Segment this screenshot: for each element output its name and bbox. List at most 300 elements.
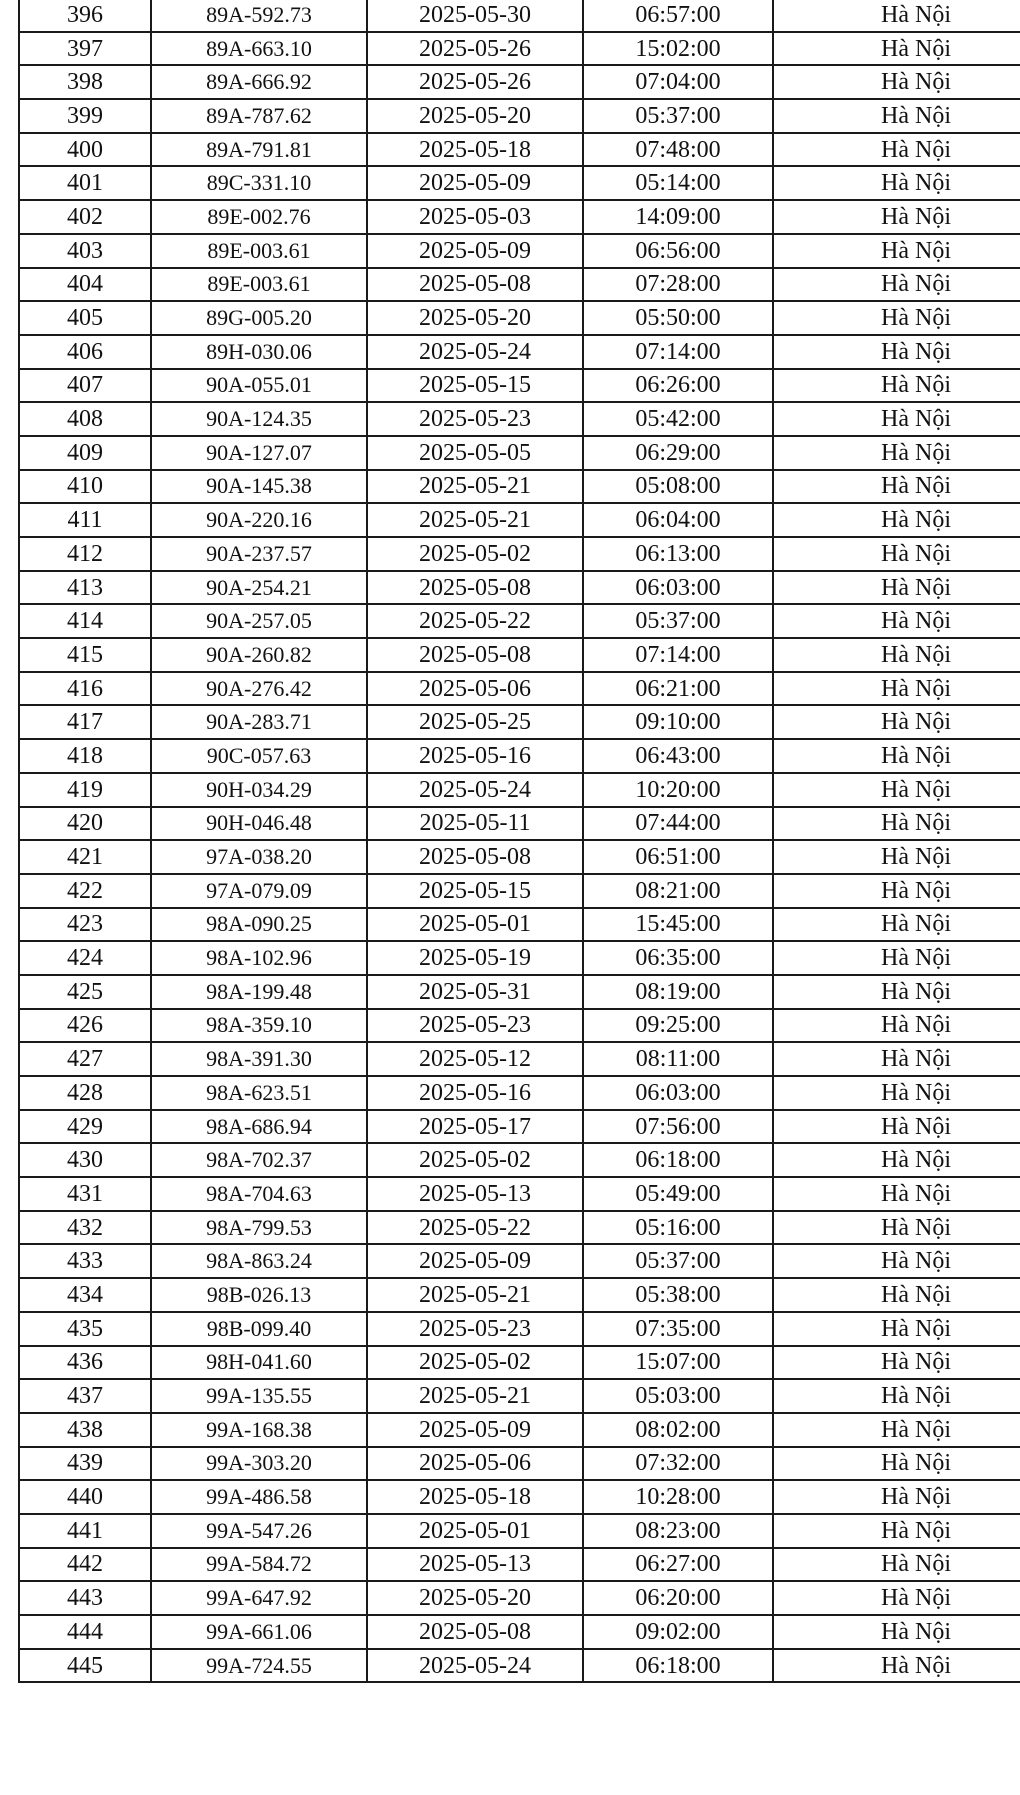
row-number-cell: 443 <box>19 1581 151 1615</box>
plate-cell: 99A-647.92 <box>151 1581 367 1615</box>
table-row <box>19 571 1020 605</box>
row-number-cell: 420 <box>19 807 151 841</box>
time-cell: 07:32:00 <box>583 1447 773 1481</box>
location-cell: Hà Nội <box>773 908 1020 942</box>
location-cell: Hà Nội <box>773 807 1020 841</box>
table-row <box>19 65 1020 99</box>
time-cell: 15:02:00 <box>583 32 773 66</box>
date-cell: 2025-05-23 <box>367 1009 583 1043</box>
location-cell: Hà Nội <box>773 975 1020 1009</box>
location-cell: Hà Nội <box>773 1581 1020 1615</box>
time-cell: 10:20:00 <box>583 773 773 807</box>
plate-cell: 90A-055.01 <box>151 369 367 403</box>
table-row <box>19 1211 1020 1245</box>
date-cell: 2025-05-13 <box>367 1177 583 1211</box>
row-number-cell: 398 <box>19 65 151 99</box>
plate-cell: 99A-135.55 <box>151 1379 367 1413</box>
table-row <box>19 1548 1020 1582</box>
date-cell: 2025-05-21 <box>367 470 583 504</box>
violation-table <box>18 0 1020 1683</box>
date-cell: 2025-05-20 <box>367 99 583 133</box>
table-row <box>19 705 1020 739</box>
table-row <box>19 672 1020 706</box>
table-row <box>19 604 1020 638</box>
table-row <box>19 200 1020 234</box>
location-cell: Hà Nội <box>773 705 1020 739</box>
table-row <box>19 335 1020 369</box>
location-cell: Hà Nội <box>773 470 1020 504</box>
date-cell: 2025-05-09 <box>367 234 583 268</box>
time-cell: 06:43:00 <box>583 739 773 773</box>
row-number-cell: 416 <box>19 672 151 706</box>
date-cell: 2025-05-16 <box>367 739 583 773</box>
date-cell: 2025-05-15 <box>367 369 583 403</box>
time-cell: 05:49:00 <box>583 1177 773 1211</box>
time-cell: 06:03:00 <box>583 1076 773 1110</box>
time-cell: 07:04:00 <box>583 65 773 99</box>
row-number-cell: 426 <box>19 1009 151 1043</box>
time-cell: 06:21:00 <box>583 672 773 706</box>
plate-cell: 90A-237.57 <box>151 537 367 571</box>
table-row <box>19 369 1020 403</box>
plate-cell: 90A-220.16 <box>151 503 367 537</box>
plate-cell: 90A-276.42 <box>151 672 367 706</box>
date-cell: 2025-05-02 <box>367 537 583 571</box>
table-row <box>19 503 1020 537</box>
date-cell: 2025-05-24 <box>367 1649 583 1683</box>
location-cell: Hà Nội <box>773 1480 1020 1514</box>
plate-cell: 98A-623.51 <box>151 1076 367 1110</box>
row-number-cell: 435 <box>19 1312 151 1346</box>
date-cell: 2025-05-26 <box>367 65 583 99</box>
date-cell: 2025-05-30 <box>367 0 583 32</box>
location-cell: Hà Nội <box>773 99 1020 133</box>
plate-cell: 89G-005.20 <box>151 301 367 335</box>
plate-cell: 99A-547.26 <box>151 1514 367 1548</box>
table-row <box>19 975 1020 1009</box>
location-cell: Hà Nội <box>773 1177 1020 1211</box>
location-cell: Hà Nội <box>773 773 1020 807</box>
table-row <box>19 470 1020 504</box>
time-cell: 10:28:00 <box>583 1480 773 1514</box>
plate-cell: 97A-038.20 <box>151 840 367 874</box>
date-cell: 2025-05-08 <box>367 268 583 302</box>
date-cell: 2025-05-01 <box>367 1514 583 1548</box>
row-number-cell: 445 <box>19 1649 151 1683</box>
table-row <box>19 840 1020 874</box>
row-number-cell: 440 <box>19 1480 151 1514</box>
date-cell: 2025-05-01 <box>367 908 583 942</box>
plate-cell: 90C-057.63 <box>151 739 367 773</box>
date-cell: 2025-05-22 <box>367 1211 583 1245</box>
location-cell: Hà Nội <box>773 1346 1020 1380</box>
location-cell: Hà Nội <box>773 1244 1020 1278</box>
time-cell: 15:45:00 <box>583 908 773 942</box>
location-cell: Hà Nội <box>773 1548 1020 1582</box>
plate-cell: 89C-331.10 <box>151 166 367 200</box>
time-cell: 06:13:00 <box>583 537 773 571</box>
date-cell: 2025-05-08 <box>367 571 583 605</box>
row-number-cell: 438 <box>19 1413 151 1447</box>
plate-cell: 90A-283.71 <box>151 705 367 739</box>
row-number-cell: 400 <box>19 133 151 167</box>
location-cell: Hà Nội <box>773 65 1020 99</box>
table-row <box>19 537 1020 571</box>
row-number-cell: 411 <box>19 503 151 537</box>
time-cell: 06:20:00 <box>583 1581 773 1615</box>
row-number-cell: 417 <box>19 705 151 739</box>
location-cell: Hà Nội <box>773 32 1020 66</box>
time-cell: 08:19:00 <box>583 975 773 1009</box>
date-cell: 2025-05-02 <box>367 1143 583 1177</box>
date-cell: 2025-05-09 <box>367 1244 583 1278</box>
table-row <box>19 133 1020 167</box>
plate-cell: 89E-003.61 <box>151 268 367 302</box>
date-cell: 2025-05-12 <box>367 1042 583 1076</box>
date-cell: 2025-05-21 <box>367 503 583 537</box>
row-number-cell: 396 <box>19 0 151 32</box>
date-cell: 2025-05-26 <box>367 32 583 66</box>
table-row <box>19 301 1020 335</box>
table-row <box>19 874 1020 908</box>
date-cell: 2025-05-09 <box>367 1413 583 1447</box>
location-cell: Hà Nội <box>773 335 1020 369</box>
table-row <box>19 773 1020 807</box>
location-cell: Hà Nội <box>773 402 1020 436</box>
row-number-cell: 434 <box>19 1278 151 1312</box>
location-cell: Hà Nội <box>773 133 1020 167</box>
table-row <box>19 402 1020 436</box>
row-number-cell: 429 <box>19 1110 151 1144</box>
row-number-cell: 430 <box>19 1143 151 1177</box>
time-cell: 06:18:00 <box>583 1649 773 1683</box>
time-cell: 06:03:00 <box>583 571 773 605</box>
location-cell: Hà Nội <box>773 1076 1020 1110</box>
location-cell: Hà Nội <box>773 941 1020 975</box>
row-number-cell: 428 <box>19 1076 151 1110</box>
location-cell: Hà Nội <box>773 1413 1020 1447</box>
table-row <box>19 234 1020 268</box>
table-row <box>19 1649 1020 1683</box>
row-number-cell: 439 <box>19 1447 151 1481</box>
time-cell: 06:26:00 <box>583 369 773 403</box>
row-number-cell: 424 <box>19 941 151 975</box>
table-row <box>19 1312 1020 1346</box>
date-cell: 2025-05-11 <box>367 807 583 841</box>
location-cell: Hà Nội <box>773 1009 1020 1043</box>
plate-cell: 99A-661.06 <box>151 1615 367 1649</box>
time-cell: 06:18:00 <box>583 1143 773 1177</box>
plate-cell: 98B-026.13 <box>151 1278 367 1312</box>
table-row <box>19 0 1020 32</box>
table-row <box>19 1076 1020 1110</box>
plate-cell: 97A-079.09 <box>151 874 367 908</box>
row-number-cell: 403 <box>19 234 151 268</box>
plate-cell: 89A-666.92 <box>151 65 367 99</box>
location-cell: Hà Nội <box>773 1312 1020 1346</box>
plate-cell: 98A-704.63 <box>151 1177 367 1211</box>
row-number-cell: 423 <box>19 908 151 942</box>
plate-cell: 98B-099.40 <box>151 1312 367 1346</box>
time-cell: 05:14:00 <box>583 166 773 200</box>
plate-cell: 98A-090.25 <box>151 908 367 942</box>
table-row <box>19 807 1020 841</box>
plate-cell: 90A-254.21 <box>151 571 367 605</box>
location-cell: Hà Nội <box>773 571 1020 605</box>
time-cell: 07:35:00 <box>583 1312 773 1346</box>
plate-cell: 90A-127.07 <box>151 436 367 470</box>
date-cell: 2025-05-03 <box>367 200 583 234</box>
time-cell: 05:37:00 <box>583 1244 773 1278</box>
table-row <box>19 1346 1020 1380</box>
plate-cell: 99A-724.55 <box>151 1649 367 1683</box>
plate-cell: 89A-787.62 <box>151 99 367 133</box>
location-cell: Hà Nội <box>773 604 1020 638</box>
time-cell: 07:14:00 <box>583 638 773 672</box>
row-number-cell: 409 <box>19 436 151 470</box>
time-cell: 07:14:00 <box>583 335 773 369</box>
location-cell: Hà Nội <box>773 1042 1020 1076</box>
plate-cell: 90H-046.48 <box>151 807 367 841</box>
row-number-cell: 441 <box>19 1514 151 1548</box>
time-cell: 05:03:00 <box>583 1379 773 1413</box>
location-cell: Hà Nội <box>773 1278 1020 1312</box>
time-cell: 05:50:00 <box>583 301 773 335</box>
row-number-cell: 404 <box>19 268 151 302</box>
time-cell: 06:04:00 <box>583 503 773 537</box>
plate-cell: 90A-260.82 <box>151 638 367 672</box>
plate-cell: 98A-391.30 <box>151 1042 367 1076</box>
location-cell: Hà Nội <box>773 1615 1020 1649</box>
location-cell: Hà Nội <box>773 234 1020 268</box>
row-number-cell: 425 <box>19 975 151 1009</box>
row-number-cell: 427 <box>19 1042 151 1076</box>
table-row <box>19 739 1020 773</box>
date-cell: 2025-05-05 <box>367 436 583 470</box>
location-cell: Hà Nội <box>773 1514 1020 1548</box>
row-number-cell: 419 <box>19 773 151 807</box>
time-cell: 05:38:00 <box>583 1278 773 1312</box>
location-cell: Hà Nội <box>773 840 1020 874</box>
location-cell: Hà Nội <box>773 436 1020 470</box>
date-cell: 2025-05-24 <box>367 773 583 807</box>
row-number-cell: 418 <box>19 739 151 773</box>
date-cell: 2025-05-25 <box>367 705 583 739</box>
row-number-cell: 401 <box>19 166 151 200</box>
location-cell: Hà Nội <box>773 1379 1020 1413</box>
date-cell: 2025-05-08 <box>367 840 583 874</box>
date-cell: 2025-05-16 <box>367 1076 583 1110</box>
location-cell: Hà Nội <box>773 1649 1020 1683</box>
date-cell: 2025-05-20 <box>367 301 583 335</box>
location-cell: Hà Nội <box>773 672 1020 706</box>
date-cell: 2025-05-23 <box>367 1312 583 1346</box>
row-number-cell: 413 <box>19 571 151 605</box>
time-cell: 15:07:00 <box>583 1346 773 1380</box>
date-cell: 2025-05-08 <box>367 638 583 672</box>
table-row <box>19 1143 1020 1177</box>
plate-cell: 98A-702.37 <box>151 1143 367 1177</box>
row-number-cell: 414 <box>19 604 151 638</box>
date-cell: 2025-05-08 <box>367 1615 583 1649</box>
table-row <box>19 941 1020 975</box>
time-cell: 07:56:00 <box>583 1110 773 1144</box>
plate-cell: 90A-124.35 <box>151 402 367 436</box>
time-cell: 05:37:00 <box>583 604 773 638</box>
row-number-cell: 402 <box>19 200 151 234</box>
date-cell: 2025-05-31 <box>367 975 583 1009</box>
location-cell: Hà Nội <box>773 166 1020 200</box>
time-cell: 05:08:00 <box>583 470 773 504</box>
plate-cell: 90H-034.29 <box>151 773 367 807</box>
time-cell: 06:35:00 <box>583 941 773 975</box>
plate-cell: 99A-303.20 <box>151 1447 367 1481</box>
date-cell: 2025-05-17 <box>367 1110 583 1144</box>
time-cell: 05:42:00 <box>583 402 773 436</box>
time-cell: 07:44:00 <box>583 807 773 841</box>
location-cell: Hà Nội <box>773 301 1020 335</box>
plate-cell: 89A-791.81 <box>151 133 367 167</box>
time-cell: 06:27:00 <box>583 1548 773 1582</box>
date-cell: 2025-05-24 <box>367 335 583 369</box>
time-cell: 08:11:00 <box>583 1042 773 1076</box>
location-cell: Hà Nội <box>773 537 1020 571</box>
plate-cell: 98H-041.60 <box>151 1346 367 1380</box>
location-cell: Hà Nội <box>773 503 1020 537</box>
table-row <box>19 268 1020 302</box>
time-cell: 05:37:00 <box>583 99 773 133</box>
table-row <box>19 1413 1020 1447</box>
plate-cell: 98A-863.24 <box>151 1244 367 1278</box>
time-cell: 06:57:00 <box>583 0 773 32</box>
date-cell: 2025-05-09 <box>367 166 583 200</box>
plate-cell: 98A-686.94 <box>151 1110 367 1144</box>
table-row <box>19 1615 1020 1649</box>
row-number-cell: 405 <box>19 301 151 335</box>
table-row <box>19 99 1020 133</box>
plate-cell: 99A-168.38 <box>151 1413 367 1447</box>
row-number-cell: 407 <box>19 369 151 403</box>
date-cell: 2025-05-13 <box>367 1548 583 1582</box>
plate-cell: 98A-199.48 <box>151 975 367 1009</box>
row-number-cell: 444 <box>19 1615 151 1649</box>
time-cell: 08:02:00 <box>583 1413 773 1447</box>
date-cell: 2025-05-23 <box>367 402 583 436</box>
row-number-cell: 399 <box>19 99 151 133</box>
location-cell: Hà Nội <box>773 0 1020 32</box>
row-number-cell: 421 <box>19 840 151 874</box>
row-number-cell: 436 <box>19 1346 151 1380</box>
time-cell: 06:29:00 <box>583 436 773 470</box>
plate-cell: 90A-257.05 <box>151 604 367 638</box>
time-cell: 09:02:00 <box>583 1615 773 1649</box>
time-cell: 08:21:00 <box>583 874 773 908</box>
table-body <box>19 0 1020 1682</box>
plate-cell: 99A-486.58 <box>151 1480 367 1514</box>
location-cell: Hà Nội <box>773 638 1020 672</box>
table-row <box>19 436 1020 470</box>
time-cell: 07:48:00 <box>583 133 773 167</box>
plate-cell: 98A-102.96 <box>151 941 367 975</box>
table-row <box>19 1110 1020 1144</box>
plate-cell: 99A-584.72 <box>151 1548 367 1582</box>
date-cell: 2025-05-02 <box>367 1346 583 1380</box>
time-cell: 07:28:00 <box>583 268 773 302</box>
location-cell: Hà Nội <box>773 874 1020 908</box>
location-cell: Hà Nội <box>773 1447 1020 1481</box>
date-cell: 2025-05-15 <box>367 874 583 908</box>
location-cell: Hà Nội <box>773 1110 1020 1144</box>
plate-cell: 89E-002.76 <box>151 200 367 234</box>
row-number-cell: 422 <box>19 874 151 908</box>
plate-cell: 89H-030.06 <box>151 335 367 369</box>
table-row <box>19 1514 1020 1548</box>
location-cell: Hà Nội <box>773 1211 1020 1245</box>
date-cell: 2025-05-06 <box>367 1447 583 1481</box>
plate-cell: 89A-663.10 <box>151 32 367 66</box>
table-row <box>19 1379 1020 1413</box>
table-row <box>19 638 1020 672</box>
row-number-cell: 412 <box>19 537 151 571</box>
row-number-cell: 431 <box>19 1177 151 1211</box>
time-cell: 08:23:00 <box>583 1514 773 1548</box>
time-cell: 14:09:00 <box>583 200 773 234</box>
date-cell: 2025-05-22 <box>367 604 583 638</box>
date-cell: 2025-05-20 <box>367 1581 583 1615</box>
date-cell: 2025-05-18 <box>367 133 583 167</box>
date-cell: 2025-05-21 <box>367 1379 583 1413</box>
time-cell: 05:16:00 <box>583 1211 773 1245</box>
location-cell: Hà Nội <box>773 369 1020 403</box>
row-number-cell: 397 <box>19 32 151 66</box>
time-cell: 09:25:00 <box>583 1009 773 1043</box>
plate-cell: 89A-592.73 <box>151 0 367 32</box>
table-row <box>19 166 1020 200</box>
location-cell: Hà Nội <box>773 1143 1020 1177</box>
plate-cell: 89E-003.61 <box>151 234 367 268</box>
table-row <box>19 908 1020 942</box>
time-cell: 06:51:00 <box>583 840 773 874</box>
row-number-cell: 442 <box>19 1548 151 1582</box>
table-row <box>19 32 1020 66</box>
row-number-cell: 432 <box>19 1211 151 1245</box>
row-number-cell: 410 <box>19 470 151 504</box>
row-number-cell: 408 <box>19 402 151 436</box>
table-row <box>19 1581 1020 1615</box>
plate-cell: 90A-145.38 <box>151 470 367 504</box>
table-row <box>19 1177 1020 1211</box>
time-cell: 09:10:00 <box>583 705 773 739</box>
date-cell: 2025-05-21 <box>367 1278 583 1312</box>
location-cell: Hà Nội <box>773 739 1020 773</box>
location-cell: Hà Nội <box>773 268 1020 302</box>
row-number-cell: 433 <box>19 1244 151 1278</box>
date-cell: 2025-05-06 <box>367 672 583 706</box>
table-row <box>19 1447 1020 1481</box>
table-row <box>19 1009 1020 1043</box>
table-row <box>19 1278 1020 1312</box>
table-row <box>19 1244 1020 1278</box>
table-row <box>19 1042 1020 1076</box>
plate-cell: 98A-359.10 <box>151 1009 367 1043</box>
time-cell: 06:56:00 <box>583 234 773 268</box>
location-cell: Hà Nội <box>773 200 1020 234</box>
row-number-cell: 406 <box>19 335 151 369</box>
row-number-cell: 437 <box>19 1379 151 1413</box>
row-number-cell: 415 <box>19 638 151 672</box>
date-cell: 2025-05-18 <box>367 1480 583 1514</box>
date-cell: 2025-05-19 <box>367 941 583 975</box>
